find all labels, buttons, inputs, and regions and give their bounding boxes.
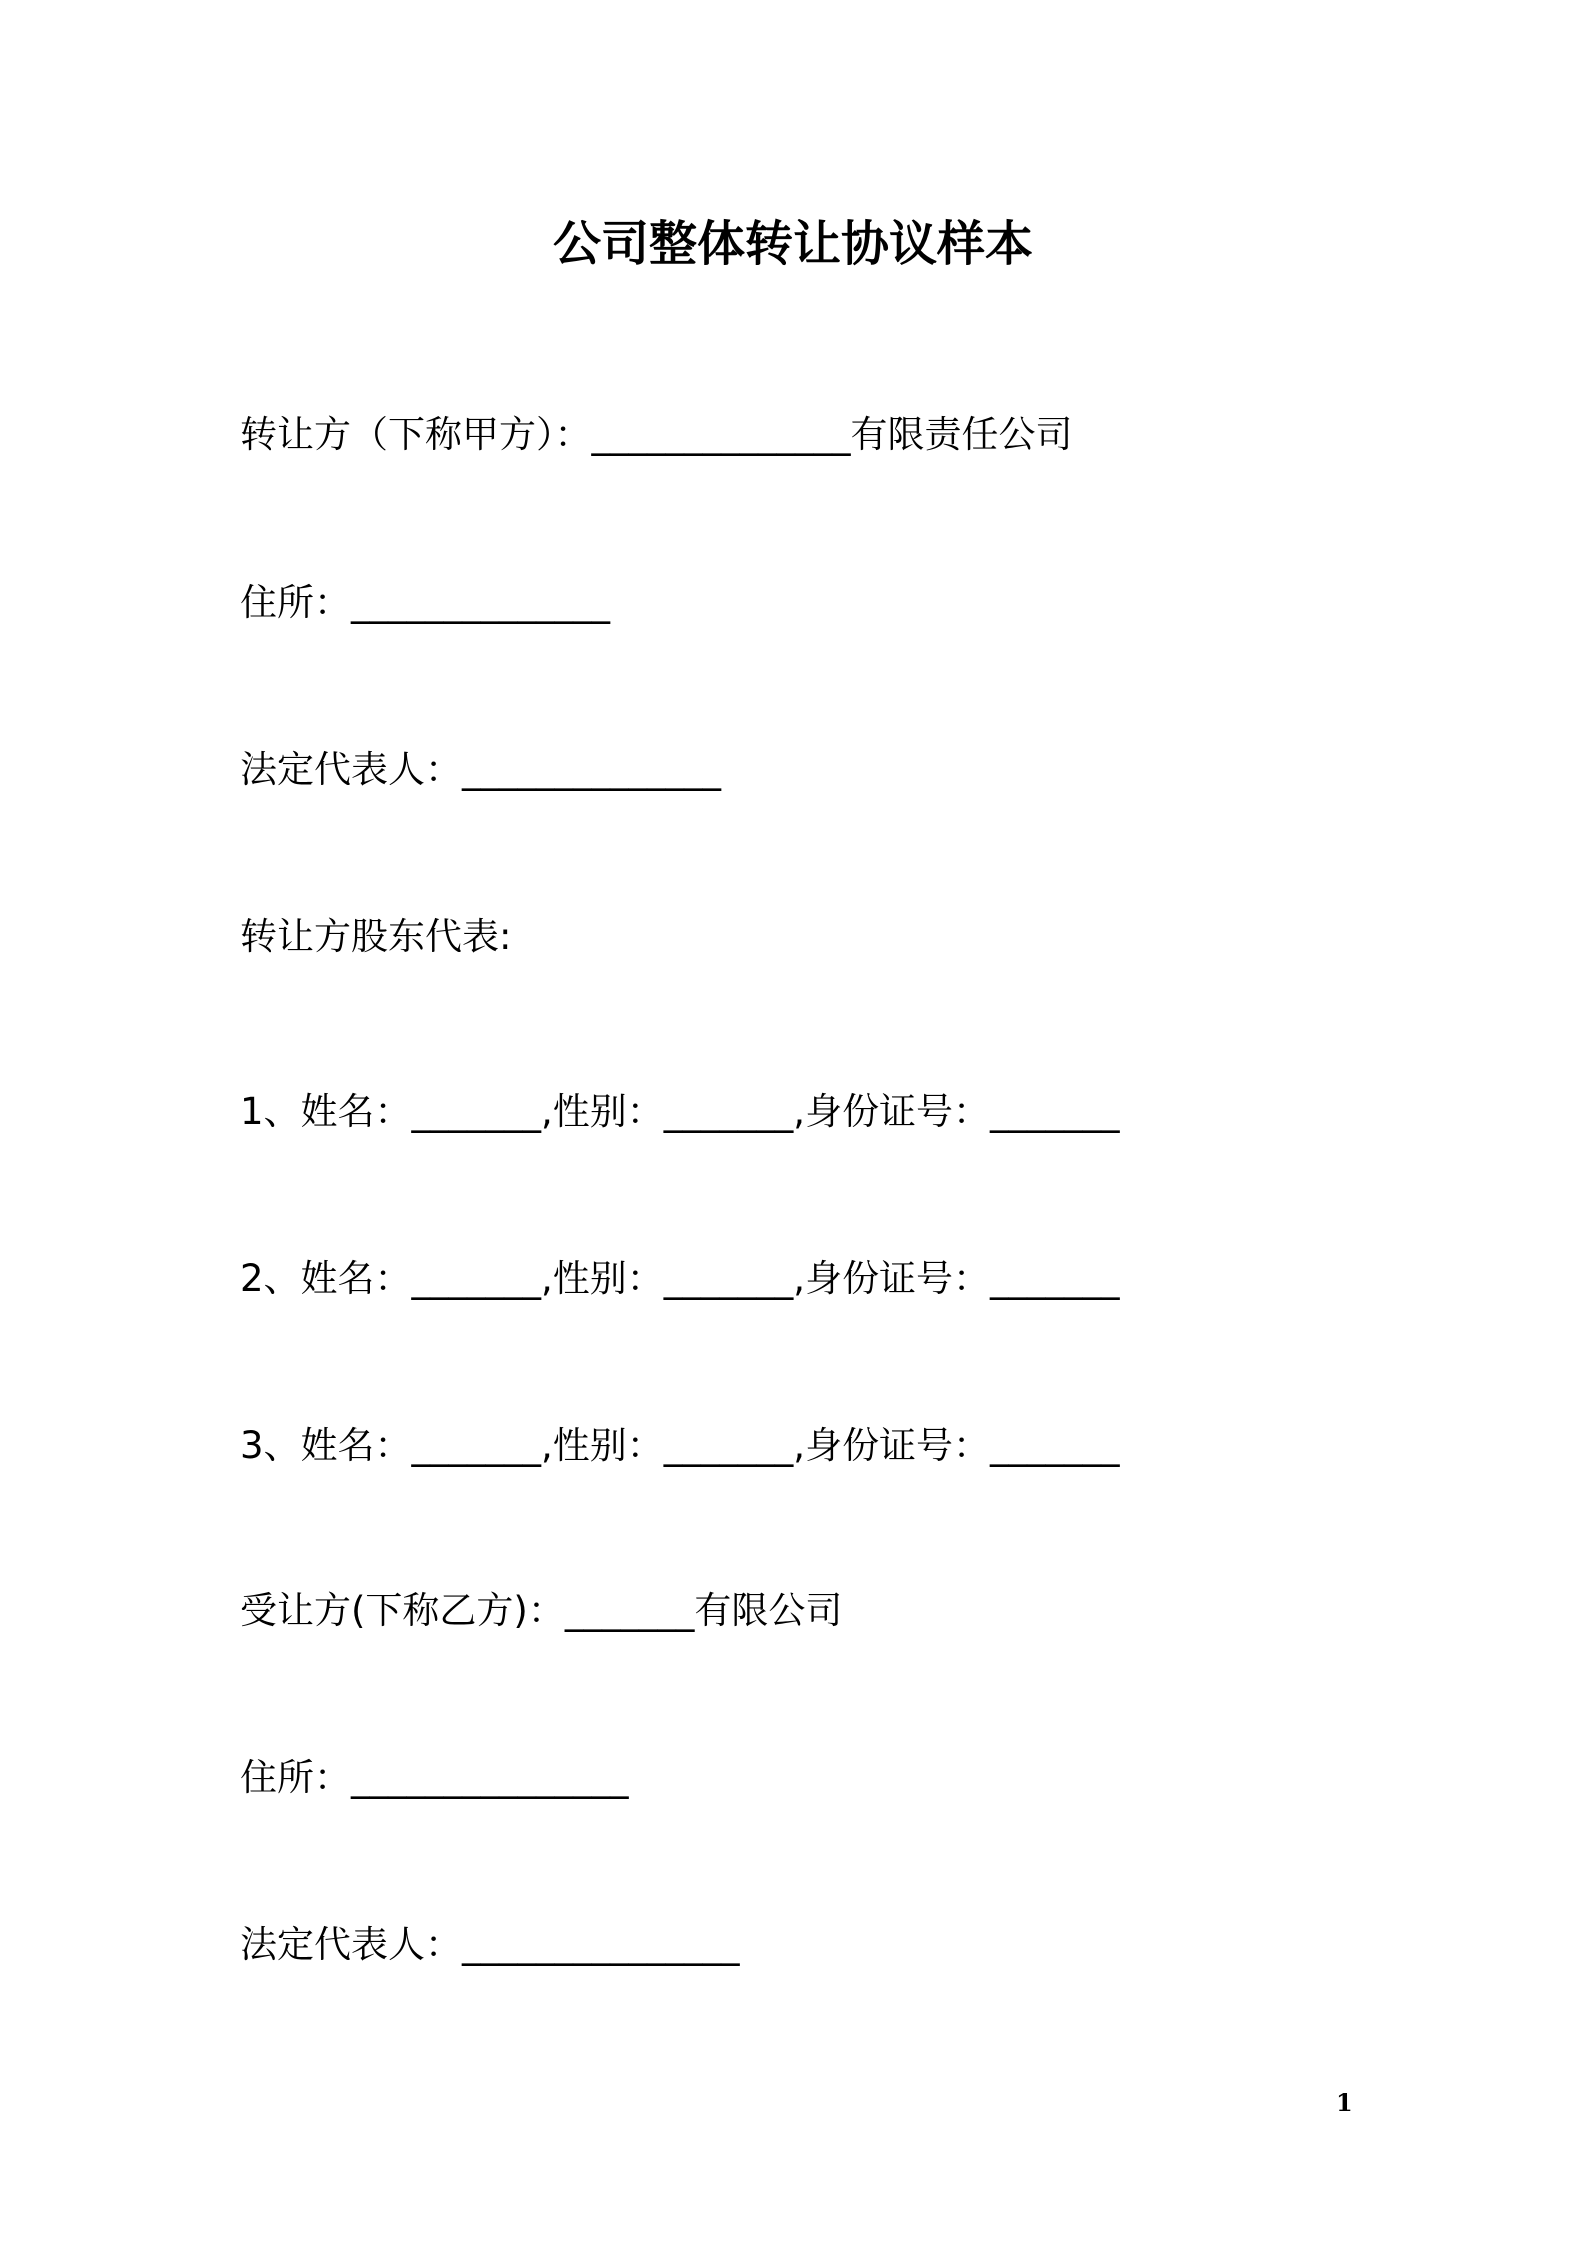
document-title: 公司整体转让协议样本 (552, 216, 1033, 272)
page-number: 1 (1336, 2088, 1353, 2117)
transferor-legal-rep-line: 法定代表人：______________ (240, 748, 721, 791)
shareholder-line-3: 3、姓名：_______,性别：_______,身份证号：_______ (240, 1424, 1120, 1467)
transferee-address-line: 住所：_______________ (240, 1756, 629, 1799)
shareholder-representatives-heading: 转让方股东代表: (240, 915, 512, 958)
shareholder-line-1: 1、姓名：_______,性别：_______,身份证号：_______ (240, 1090, 1120, 1133)
transferee-line: 受让方(下称乙方)：_______有限公司 (240, 1589, 843, 1632)
shareholder-line-2: 2、姓名：_______,性别：_______,身份证号：_______ (240, 1257, 1120, 1300)
transferee-legal-rep-line: 法定代表人：_______________ (240, 1923, 740, 1966)
transferor-address-line: 住所：______________ (240, 581, 610, 624)
transferor-line: 转让方（下称甲方）：______________有限责任公司 (240, 413, 1073, 456)
